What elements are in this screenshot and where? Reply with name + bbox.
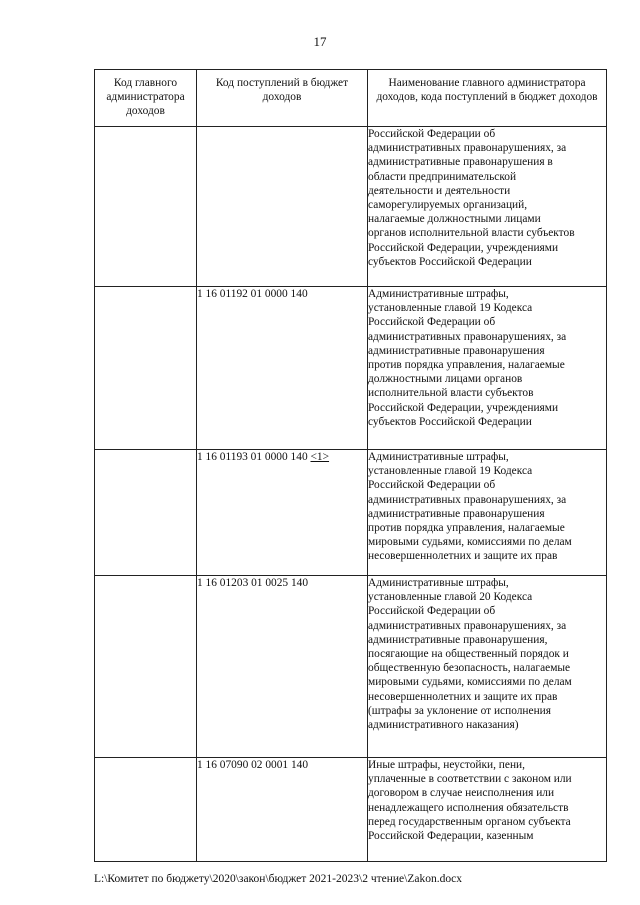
name-line: Российской Федерации, казенным (368, 830, 534, 843)
name-cell (368, 450, 607, 576)
table-header-row (95, 70, 607, 127)
name-line: перед государственным органом субъекта (368, 815, 571, 828)
admin-code-cell (95, 287, 197, 450)
table-row (95, 287, 607, 450)
name-line: субъектов Российской Федерации (368, 415, 532, 428)
name-line: Российской Федерации об (368, 605, 496, 618)
name-line: мировыми судьями, комиссиями по делам (368, 536, 572, 549)
name-line: административные правонарушения (368, 507, 545, 520)
name-line: административные правонарушения (368, 344, 545, 357)
name-line: против порядка управления, налагаемые (368, 359, 565, 372)
name-line: несовершеннолетних и защите их прав (368, 550, 558, 563)
name-cell (368, 127, 607, 287)
name-line: Иные штрафы, неустойки, пени, (368, 759, 525, 771)
name-line: административных правонарушениях, за (368, 493, 567, 506)
revenue-code-cell (197, 576, 368, 758)
table-body (95, 127, 607, 862)
name-line: Российской Федерации об (368, 128, 496, 140)
table-row (95, 576, 607, 758)
admin-code-cell (95, 758, 197, 862)
name-line: субъектов Российской Федерации (368, 255, 532, 268)
name-line: административных правонарушениях, за (368, 330, 567, 343)
name-line: против порядка управления, налагаемые (368, 522, 565, 535)
revenue-code-cell (197, 127, 368, 287)
name-cell (368, 576, 607, 758)
name-line: ненадлежащего исполнения обязательств (368, 801, 569, 814)
name-line: уплаченные в соответствии с законом или (368, 773, 572, 786)
name-line: административные правонарушения в (368, 156, 553, 169)
table-row (95, 450, 607, 576)
name-line: области предпринимательской (368, 170, 517, 183)
revenue-code: 1 16 01193 01 0000 140 (197, 451, 308, 463)
header-revenue-code: Код поступлений в бюджет доходов (197, 70, 368, 127)
name-line: Российской Федерации, учреждениями (368, 241, 559, 254)
name-line: Российской Федерации об (368, 316, 496, 329)
name-line: несовершеннолетних и защите их прав (368, 690, 558, 703)
name-line: Административные штрафы, (368, 288, 509, 300)
name-line: (штрафы за уклонение от исполнения (368, 704, 552, 717)
name-line: установленные главой 19 Кодекса (368, 302, 533, 315)
name-line: установленные главой 20 Кодекса (368, 591, 533, 604)
name-line: общественную безопасность, налагаемые (368, 662, 571, 675)
name-line: установленные главой 19 Кодекса (368, 465, 533, 478)
name-line: Административные штрафы, (368, 451, 509, 463)
name-line: административных правонарушениях, за (368, 142, 567, 155)
name-line: Административные штрафы, (368, 577, 509, 589)
name-line: административные правонарушения, (368, 633, 548, 646)
revenue-administrators-table (94, 69, 607, 862)
revenue-code-cell (197, 450, 368, 576)
table-row (95, 127, 607, 287)
revenue-code: 1 16 01192 01 0000 140 (197, 288, 308, 300)
revenue-code-cell (197, 758, 368, 862)
name-line: Российской Федерации об (368, 479, 496, 492)
page-number: 17 (313, 34, 327, 49)
revenue-code: 1 16 07090 02 0001 140 (197, 759, 309, 771)
name-cell (368, 758, 607, 862)
name-line: деятельности и деятельности (368, 184, 511, 197)
revenue-code-cell (197, 287, 368, 450)
name-line: исполнительной власти субъектов (368, 387, 534, 400)
name-line: саморегулируемых организаций, (368, 199, 528, 212)
admin-code-cell (95, 127, 197, 287)
name-line: налагаемые должностными лицами (368, 213, 541, 226)
table-row (95, 758, 607, 862)
name-line: административного наказания) (368, 719, 519, 732)
revenue-code: 1 16 01203 01 0025 140 (197, 577, 309, 589)
name-line: посягающие на общественный порядок и (368, 648, 569, 661)
footnote-ref[interactable]: <1> (310, 451, 330, 463)
name-line: договором в случае неисполнения или (368, 787, 555, 800)
footer-file-path: L:\Комитет по бюджету\2020\закон\бюджет 2021-2023\2 чтение\Zakon.docx (94, 873, 462, 885)
name-line: мировыми судьями, комиссиями по делам (368, 676, 572, 689)
name-line: Российской Федерации, учреждениями (368, 401, 559, 414)
header-name: Наименование главного администратора доходов, кода поступлений в бюджет доходов (368, 70, 607, 127)
name-cell (368, 287, 607, 450)
name-line: должностными лицами органов (368, 373, 523, 386)
admin-code-cell (95, 450, 197, 576)
name-line: административных правонарушениях, за (368, 619, 567, 632)
admin-code-cell (95, 576, 197, 758)
name-line: органов исполнительной власти субъектов (368, 227, 575, 240)
header-admin-code: Код главного администратора доходов (95, 70, 197, 127)
